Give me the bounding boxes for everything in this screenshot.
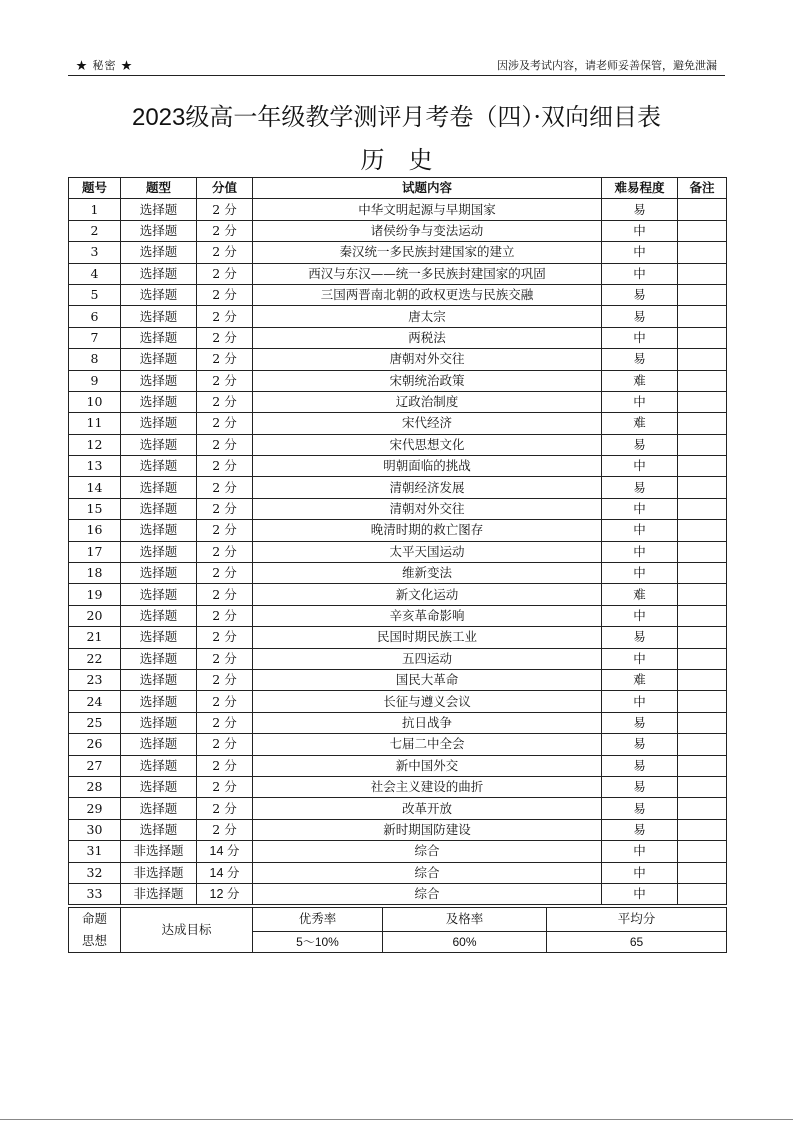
question-note <box>678 306 727 327</box>
question-number: 8 <box>69 349 121 370</box>
question-number: 6 <box>69 306 121 327</box>
question-type: 选择题 <box>121 563 197 584</box>
col-header-number: 题号 <box>69 178 121 199</box>
question-content: 综合 <box>253 841 602 862</box>
table-row <box>69 605 727 626</box>
question-number: 17 <box>69 541 121 562</box>
average-label: 平均分 <box>547 908 727 932</box>
question-score: 2 分 <box>197 349 253 370</box>
question-number: 30 <box>69 819 121 840</box>
question-score: 2 分 <box>197 648 253 669</box>
question-score: 12 分 <box>197 883 253 904</box>
question-difficulty: 中 <box>602 327 678 348</box>
question-difficulty: 难 <box>602 413 678 434</box>
excellent-rate-value: 5～10% <box>253 931 383 952</box>
question-difficulty: 易 <box>602 627 678 648</box>
table-row <box>69 498 727 519</box>
question-content: 综合 <box>253 883 602 904</box>
question-note <box>678 541 727 562</box>
question-type: 非选择题 <box>121 883 197 904</box>
confidential-mark: ★ 秘密 ★ <box>76 59 133 72</box>
question-content: 新文化运动 <box>253 584 602 605</box>
question-score: 2 分 <box>197 755 253 776</box>
table-row <box>69 477 727 498</box>
question-type: 选择题 <box>121 242 197 263</box>
subject-title: 历史 <box>360 146 457 174</box>
question-number: 4 <box>69 263 121 284</box>
question-number: 10 <box>69 391 121 412</box>
table-row <box>69 862 727 883</box>
question-difficulty: 中 <box>602 883 678 904</box>
question-difficulty: 中 <box>602 242 678 263</box>
question-difficulty: 中 <box>602 605 678 626</box>
table-row <box>69 456 727 477</box>
question-type: 选择题 <box>121 691 197 712</box>
question-type: 非选择题 <box>121 862 197 883</box>
table-row <box>69 841 727 862</box>
target-label: 达成目标 <box>121 908 253 953</box>
question-content: 太平天国运动 <box>253 541 602 562</box>
question-content: 宋代思想文化 <box>253 434 602 455</box>
question-number: 19 <box>69 584 121 605</box>
question-content: 晚清时期的救亡图存 <box>253 520 602 541</box>
question-score: 2 分 <box>197 477 253 498</box>
table-row <box>69 199 727 220</box>
question-content: 清朝经济发展 <box>253 477 602 498</box>
question-difficulty: 中 <box>602 541 678 562</box>
question-score: 2 分 <box>197 691 253 712</box>
question-number: 7 <box>69 327 121 348</box>
question-type: 选择题 <box>121 648 197 669</box>
question-number: 12 <box>69 434 121 455</box>
question-number: 33 <box>69 883 121 904</box>
question-type: 选择题 <box>121 306 197 327</box>
question-difficulty: 易 <box>602 306 678 327</box>
question-content: 新中国外交 <box>253 755 602 776</box>
question-score: 2 分 <box>197 391 253 412</box>
question-difficulty: 中 <box>602 391 678 412</box>
question-number: 15 <box>69 498 121 519</box>
question-score: 2 分 <box>197 712 253 733</box>
table-row <box>69 306 727 327</box>
question-note <box>678 349 727 370</box>
question-type: 选择题 <box>121 220 197 241</box>
average-value: 65 <box>547 931 727 952</box>
question-type: 选择题 <box>121 734 197 755</box>
question-score: 2 分 <box>197 734 253 755</box>
question-content: 国民大革命 <box>253 669 602 690</box>
question-score: 14 分 <box>197 862 253 883</box>
question-score: 2 分 <box>197 327 253 348</box>
question-score: 2 分 <box>197 584 253 605</box>
question-note <box>678 776 727 797</box>
title-text: 级高一年级教学测评月考卷（四）·双向细目表 <box>185 103 662 131</box>
question-type: 选择题 <box>121 819 197 840</box>
question-number: 13 <box>69 456 121 477</box>
question-content: 唐太宗 <box>253 306 602 327</box>
question-number: 1 <box>69 199 121 220</box>
question-score: 2 分 <box>197 220 253 241</box>
question-difficulty: 难 <box>602 669 678 690</box>
question-score: 2 分 <box>197 627 253 648</box>
question-content: 诸侯纷争与变法运动 <box>253 220 602 241</box>
table-row <box>69 263 727 284</box>
question-number: 3 <box>69 242 121 263</box>
question-type: 选择题 <box>121 605 197 626</box>
table-row <box>69 691 727 712</box>
question-score: 2 分 <box>197 242 253 263</box>
question-number: 25 <box>69 712 121 733</box>
question-score: 2 分 <box>197 263 253 284</box>
question-number: 24 <box>69 691 121 712</box>
question-note <box>678 370 727 391</box>
question-score: 2 分 <box>197 798 253 819</box>
question-type: 选择题 <box>121 456 197 477</box>
question-difficulty: 易 <box>602 755 678 776</box>
question-note <box>678 391 727 412</box>
table-row <box>69 883 727 904</box>
question-note <box>678 456 727 477</box>
question-score: 2 分 <box>197 776 253 797</box>
question-type: 选择题 <box>121 520 197 541</box>
question-score: 2 分 <box>197 434 253 455</box>
question-note <box>678 434 727 455</box>
question-type: 选择题 <box>121 284 197 305</box>
question-note <box>678 712 727 733</box>
question-content: 社会主义建设的曲折 <box>253 776 602 797</box>
table-row <box>69 370 727 391</box>
header-divider <box>68 75 725 76</box>
question-content: 明朝面临的挑战 <box>253 456 602 477</box>
question-type: 选择题 <box>121 434 197 455</box>
question-difficulty: 易 <box>602 798 678 819</box>
question-number: 20 <box>69 605 121 626</box>
question-score: 2 分 <box>197 563 253 584</box>
question-score: 2 分 <box>197 370 253 391</box>
col-header-content: 试题内容 <box>253 178 602 199</box>
question-content: 三国两晋南北朝的政权更迭与民族交融 <box>253 284 602 305</box>
question-note <box>678 584 727 605</box>
question-score: 2 分 <box>197 456 253 477</box>
question-note <box>678 413 727 434</box>
question-type: 选择题 <box>121 669 197 690</box>
question-note <box>678 520 727 541</box>
question-note <box>678 755 727 776</box>
confidential-notice: 因涉及考试内容，请老师妥善保管，避免泄漏 <box>497 59 717 72</box>
question-type: 选择题 <box>121 391 197 412</box>
question-type: 选择题 <box>121 349 197 370</box>
table-row <box>69 819 727 840</box>
question-note <box>678 819 727 840</box>
question-note <box>678 220 727 241</box>
question-difficulty: 中 <box>602 563 678 584</box>
question-content: 五四运动 <box>253 648 602 669</box>
title-year: 2023 <box>131 104 186 131</box>
question-difficulty: 中 <box>602 220 678 241</box>
question-note <box>678 263 727 284</box>
table-row <box>69 434 727 455</box>
question-content: 维新变法 <box>253 563 602 584</box>
question-number: 27 <box>69 755 121 776</box>
question-type: 选择题 <box>121 755 197 776</box>
table-body <box>69 199 727 905</box>
table-row <box>69 242 727 263</box>
question-number: 18 <box>69 563 121 584</box>
question-type: 选择题 <box>121 477 197 498</box>
question-note <box>678 862 727 883</box>
table-row <box>69 413 727 434</box>
question-type: 选择题 <box>121 498 197 519</box>
pass-rate-value: 60% <box>383 931 547 952</box>
page-title <box>0 97 793 132</box>
question-number: 22 <box>69 648 121 669</box>
question-type: 选择题 <box>121 413 197 434</box>
question-type: 选择题 <box>121 584 197 605</box>
question-note <box>678 734 727 755</box>
question-type: 非选择题 <box>121 841 197 862</box>
question-score: 2 分 <box>197 284 253 305</box>
table-row <box>69 220 727 241</box>
question-difficulty: 易 <box>602 734 678 755</box>
table-row <box>69 776 727 797</box>
design-idea-label: 命题思想 <box>69 908 121 953</box>
question-number: 28 <box>69 776 121 797</box>
question-difficulty: 易 <box>602 712 678 733</box>
table-row <box>69 327 727 348</box>
question-difficulty: 易 <box>602 349 678 370</box>
question-content: 宋朝统治政策 <box>253 370 602 391</box>
question-content: 民国时期民族工业 <box>253 627 602 648</box>
question-score: 2 分 <box>197 669 253 690</box>
question-content: 西汉与东汉——统一多民族封建国家的巩固 <box>253 263 602 284</box>
question-difficulty: 中 <box>602 263 678 284</box>
goal-table <box>68 907 727 953</box>
question-score: 2 分 <box>197 306 253 327</box>
question-difficulty: 中 <box>602 862 678 883</box>
question-difficulty: 中 <box>602 648 678 669</box>
table-row <box>69 648 727 669</box>
question-type: 选择题 <box>121 263 197 284</box>
table-header-row <box>69 178 727 199</box>
table-row <box>69 584 727 605</box>
question-content: 综合 <box>253 862 602 883</box>
question-content: 改革开放 <box>253 798 602 819</box>
question-difficulty: 易 <box>602 776 678 797</box>
question-content: 辽政治制度 <box>253 391 602 412</box>
question-difficulty: 易 <box>602 477 678 498</box>
table-row <box>69 669 727 690</box>
question-number: 23 <box>69 669 121 690</box>
question-number: 14 <box>69 477 121 498</box>
question-difficulty: 中 <box>602 498 678 519</box>
question-score: 2 分 <box>197 541 253 562</box>
table-row <box>69 541 727 562</box>
question-content: 辛亥革命影响 <box>253 605 602 626</box>
col-header-difficulty: 难易程度 <box>602 178 678 199</box>
question-number: 21 <box>69 627 121 648</box>
table-row <box>69 712 727 733</box>
question-number: 5 <box>69 284 121 305</box>
question-difficulty: 易 <box>602 199 678 220</box>
question-type: 选择题 <box>121 370 197 391</box>
table-row <box>69 798 727 819</box>
question-number: 26 <box>69 734 121 755</box>
question-score: 2 分 <box>197 199 253 220</box>
question-content: 两税法 <box>253 327 602 348</box>
question-number: 29 <box>69 798 121 819</box>
table-row <box>69 563 727 584</box>
question-difficulty: 中 <box>602 520 678 541</box>
question-score: 2 分 <box>197 520 253 541</box>
question-note <box>678 605 727 626</box>
question-type: 选择题 <box>121 712 197 733</box>
question-score: 2 分 <box>197 819 253 840</box>
table-row <box>69 520 727 541</box>
question-content: 唐朝对外交往 <box>253 349 602 370</box>
question-note <box>678 327 727 348</box>
question-note <box>678 841 727 862</box>
question-note <box>678 798 727 819</box>
question-difficulty: 易 <box>602 434 678 455</box>
question-type: 选择题 <box>121 199 197 220</box>
question-note <box>678 498 727 519</box>
table-row <box>69 734 727 755</box>
question-content: 新时期国防建设 <box>253 819 602 840</box>
question-note <box>678 691 727 712</box>
question-number: 2 <box>69 220 121 241</box>
question-note <box>678 199 727 220</box>
question-score: 2 分 <box>197 498 253 519</box>
col-header-score: 分值 <box>197 178 253 199</box>
question-difficulty: 中 <box>602 691 678 712</box>
table-row <box>69 284 727 305</box>
question-type: 选择题 <box>121 776 197 797</box>
page-bottom-edge <box>0 1119 793 1120</box>
question-type: 选择题 <box>121 798 197 819</box>
question-content: 清朝对外交往 <box>253 498 602 519</box>
question-note <box>678 242 727 263</box>
question-number: 11 <box>69 413 121 434</box>
col-header-type: 题型 <box>121 178 197 199</box>
question-note <box>678 563 727 584</box>
question-score: 2 分 <box>197 605 253 626</box>
question-number: 9 <box>69 370 121 391</box>
question-difficulty: 中 <box>602 456 678 477</box>
question-content: 长征与遵义会议 <box>253 691 602 712</box>
question-score: 14 分 <box>197 841 253 862</box>
question-content: 抗日战争 <box>253 712 602 733</box>
table-row <box>69 349 727 370</box>
question-type: 选择题 <box>121 541 197 562</box>
question-number: 31 <box>69 841 121 862</box>
question-difficulty: 中 <box>602 841 678 862</box>
question-content: 宋代经济 <box>253 413 602 434</box>
question-note <box>678 284 727 305</box>
table-row <box>69 627 727 648</box>
question-note <box>678 627 727 648</box>
question-difficulty: 易 <box>602 819 678 840</box>
question-type: 选择题 <box>121 627 197 648</box>
question-note <box>678 669 727 690</box>
spec-table <box>68 177 727 905</box>
question-note <box>678 883 727 904</box>
question-difficulty: 易 <box>602 284 678 305</box>
question-content: 七届二中全会 <box>253 734 602 755</box>
table-row <box>69 755 727 776</box>
question-number: 32 <box>69 862 121 883</box>
question-number: 16 <box>69 520 121 541</box>
col-header-note: 备注 <box>678 178 727 199</box>
question-score: 2 分 <box>197 413 253 434</box>
pass-rate-label: 及格率 <box>383 908 547 932</box>
table-row <box>69 391 727 412</box>
question-note <box>678 648 727 669</box>
question-difficulty: 难 <box>602 584 678 605</box>
question-type: 选择题 <box>121 327 197 348</box>
question-content: 秦汉统一多民族封建国家的建立 <box>253 242 602 263</box>
question-difficulty: 难 <box>602 370 678 391</box>
question-content: 中华文明起源与早期国家 <box>253 199 602 220</box>
question-note <box>678 477 727 498</box>
excellent-rate-label: 优秀率 <box>253 908 383 932</box>
